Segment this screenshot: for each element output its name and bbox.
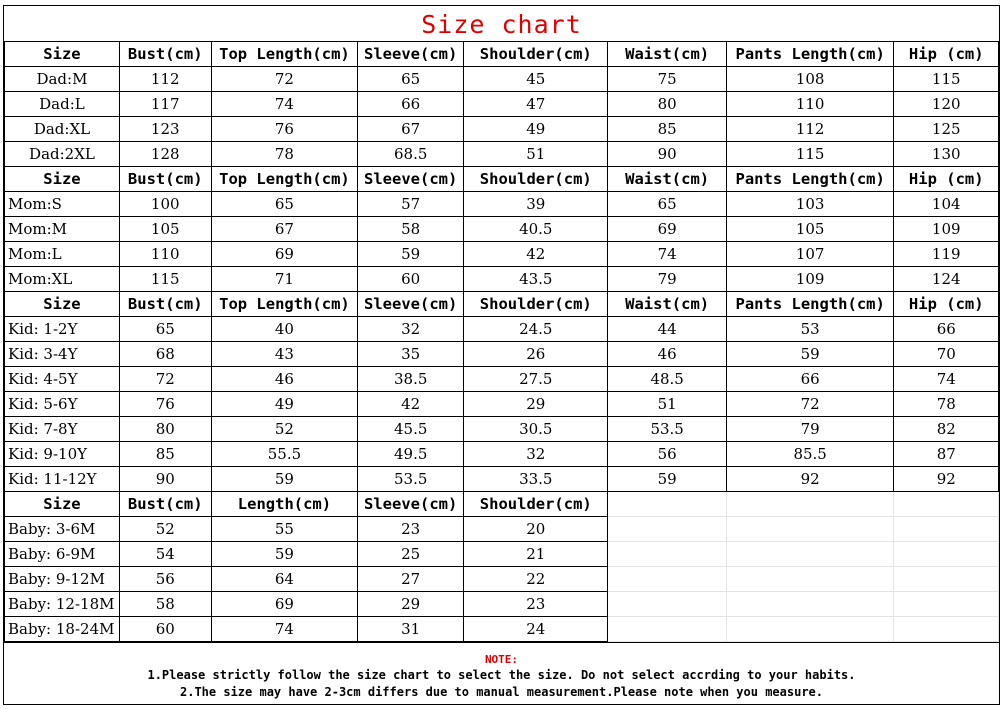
table-cell: 82: [894, 417, 999, 442]
table-cell: 45: [464, 67, 608, 92]
table-cell: 42: [464, 242, 608, 267]
header-row: [5, 492, 999, 517]
table-row: [5, 542, 999, 567]
table-cell: 92: [726, 467, 894, 492]
table-cell: 29: [358, 592, 464, 617]
table-cell: 30.5: [464, 417, 608, 442]
table-cell: 71: [211, 267, 358, 292]
table-cell: 38.5: [358, 367, 464, 392]
table-cell: 112: [119, 67, 211, 92]
table-cell: 20: [464, 517, 608, 542]
table-cell: 43: [211, 342, 358, 367]
table-cell: 53.5: [608, 417, 726, 442]
size-label: Dad:2XL: [5, 142, 120, 167]
empty-cell: [894, 542, 999, 567]
size-label: Kid: 4-5Y: [5, 367, 120, 392]
table-row: [5, 617, 999, 642]
table-row: [5, 567, 999, 592]
table-cell: 57: [358, 192, 464, 217]
table-cell: 65: [211, 192, 358, 217]
table-cell: 107: [726, 242, 894, 267]
table-row: [5, 342, 999, 367]
column-header: Pants Length(cm): [726, 167, 894, 192]
empty-cell: [726, 492, 894, 517]
table-cell: 67: [358, 117, 464, 142]
table-cell: 26: [464, 342, 608, 367]
column-header: Top Length(cm): [211, 292, 358, 317]
column-header: Hip (cm): [894, 42, 999, 67]
table-row: [5, 517, 999, 542]
table-cell: 65: [119, 317, 211, 342]
table-row: [5, 142, 999, 167]
column-header: Pants Length(cm): [726, 42, 894, 67]
table-cell: 80: [608, 92, 726, 117]
empty-cell: [608, 567, 726, 592]
table-cell: 60: [358, 267, 464, 292]
table-cell: 115: [726, 142, 894, 167]
column-header: Top Length(cm): [211, 42, 358, 67]
column-header: Pants Length(cm): [726, 292, 894, 317]
size-label: Baby: 6-9M: [5, 542, 120, 567]
table-cell: 80: [119, 417, 211, 442]
size-label: Kid: 9-10Y: [5, 442, 120, 467]
table-cell: 110: [119, 242, 211, 267]
empty-cell: [726, 617, 894, 642]
table-row: [5, 467, 999, 492]
table-cell: 74: [608, 242, 726, 267]
table-cell: 92: [894, 467, 999, 492]
size-table: [4, 41, 999, 642]
table-row: [5, 317, 999, 342]
table-cell: 46: [608, 342, 726, 367]
empty-cell: [726, 567, 894, 592]
empty-cell: [608, 517, 726, 542]
table-cell: 105: [726, 217, 894, 242]
size-label: Mom:M: [5, 217, 120, 242]
table-cell: 48.5: [608, 367, 726, 392]
table-cell: 115: [894, 67, 999, 92]
table-cell: 32: [464, 442, 608, 467]
table-row: [5, 267, 999, 292]
table-cell: 51: [464, 142, 608, 167]
table-cell: 23: [464, 592, 608, 617]
column-header: Length(cm): [211, 492, 358, 517]
table-cell: 55: [211, 517, 358, 542]
table-cell: 124: [894, 267, 999, 292]
empty-cell: [726, 517, 894, 542]
table-cell: 120: [894, 92, 999, 117]
size-label: Kid: 1-2Y: [5, 317, 120, 342]
column-header: Bust(cm): [119, 42, 211, 67]
header-row: [5, 292, 999, 317]
table-cell: 79: [726, 417, 894, 442]
table-cell: 59: [726, 342, 894, 367]
table-cell: 49: [464, 117, 608, 142]
table-cell: 29: [464, 392, 608, 417]
table-cell: 52: [211, 417, 358, 442]
table-cell: 72: [211, 67, 358, 92]
notes-section: [4, 642, 999, 705]
table-cell: 65: [358, 67, 464, 92]
table-cell: 70: [894, 342, 999, 367]
table-cell: 59: [211, 542, 358, 567]
table-cell: 78: [894, 392, 999, 417]
table-cell: 24: [464, 617, 608, 642]
empty-cell: [608, 617, 726, 642]
size-label: Baby: 3-6M: [5, 517, 120, 542]
size-label: Kid: 7-8Y: [5, 417, 120, 442]
size-label: Kid: 11-12Y: [5, 467, 120, 492]
table-cell: 68: [119, 342, 211, 367]
table-cell: 53: [726, 317, 894, 342]
table-cell: 54: [119, 542, 211, 567]
table-cell: 123: [119, 117, 211, 142]
table-cell: 42: [358, 392, 464, 417]
table-cell: 110: [726, 92, 894, 117]
table-cell: 39: [464, 192, 608, 217]
table-cell: 21: [464, 542, 608, 567]
table-row: [5, 392, 999, 417]
note-line-1: 1.Please strictly follow the size chart to select the size. Do not select accrding to your habits.: [147, 668, 856, 682]
size-label: Mom:S: [5, 192, 120, 217]
table-cell: 59: [211, 467, 358, 492]
empty-cell: [608, 542, 726, 567]
table-cell: 72: [726, 392, 894, 417]
empty-cell: [894, 617, 999, 642]
table-cell: 44: [608, 317, 726, 342]
table-cell: 53.5: [358, 467, 464, 492]
column-header: Sleeve(cm): [358, 42, 464, 67]
table-row: [5, 217, 999, 242]
column-header: Sleeve(cm): [358, 167, 464, 192]
empty-cell: [894, 567, 999, 592]
table-row: [5, 367, 999, 392]
column-header: Hip (cm): [894, 292, 999, 317]
table-cell: 85.5: [726, 442, 894, 467]
table-cell: 108: [726, 67, 894, 92]
note-title: NOTE:: [484, 653, 519, 666]
size-label: Mom:L: [5, 242, 120, 267]
column-header: Sleeve(cm): [358, 492, 464, 517]
column-header: Bust(cm): [119, 167, 211, 192]
table-cell: 119: [894, 242, 999, 267]
table-cell: 46: [211, 367, 358, 392]
table-cell: 104: [894, 192, 999, 217]
empty-cell: [608, 492, 726, 517]
size-label: Dad:XL: [5, 117, 120, 142]
empty-cell: [726, 592, 894, 617]
empty-cell: [894, 592, 999, 617]
table-cell: 66: [894, 317, 999, 342]
table-cell: 74: [211, 92, 358, 117]
table-cell: 74: [211, 617, 358, 642]
table-cell: 58: [358, 217, 464, 242]
table-row: [5, 117, 999, 142]
table-cell: 55.5: [211, 442, 358, 467]
table-cell: 65: [608, 192, 726, 217]
note-line-2: 2.The size may have 2-3cm differs due to manual measurement.Please note when you measure.: [180, 685, 823, 699]
table-cell: 128: [119, 142, 211, 167]
table-cell: 47: [464, 92, 608, 117]
header-row: [5, 167, 999, 192]
size-chart-panel: [3, 5, 1000, 705]
column-header: Size: [5, 292, 120, 317]
size-label: Kid: 5-6Y: [5, 392, 120, 417]
table-cell: 78: [211, 142, 358, 167]
table-cell: 72: [119, 367, 211, 392]
table-cell: 27.5: [464, 367, 608, 392]
chart-title: Size chart: [421, 10, 582, 39]
table-cell: 125: [894, 117, 999, 142]
table-cell: 66: [726, 367, 894, 392]
table-cell: 130: [894, 142, 999, 167]
size-label: Baby: 12-18M: [5, 592, 120, 617]
table-cell: 52: [119, 517, 211, 542]
table-cell: 27: [358, 567, 464, 592]
header-row: [5, 42, 999, 67]
table-cell: 112: [726, 117, 894, 142]
table-cell: 76: [119, 392, 211, 417]
table-row: [5, 192, 999, 217]
empty-cell: [894, 517, 999, 542]
table-cell: 69: [211, 592, 358, 617]
table-cell: 85: [119, 442, 211, 467]
empty-cell: [726, 542, 894, 567]
table-row: [5, 67, 999, 92]
size-label: Baby: 9-12M: [5, 567, 120, 592]
table-cell: 74: [894, 367, 999, 392]
column-header: Size: [5, 42, 120, 67]
table-cell: 58: [119, 592, 211, 617]
size-label: Dad:M: [5, 67, 120, 92]
table-cell: 103: [726, 192, 894, 217]
table-cell: 79: [608, 267, 726, 292]
table-cell: 40: [211, 317, 358, 342]
column-header: Shoulder(cm): [464, 492, 608, 517]
table-cell: 33.5: [464, 467, 608, 492]
table-cell: 23: [358, 517, 464, 542]
column-header: Size: [5, 492, 120, 517]
table-cell: 115: [119, 267, 211, 292]
table-cell: 75: [608, 67, 726, 92]
table-row: [5, 592, 999, 617]
table-cell: 45.5: [358, 417, 464, 442]
size-label: Dad:L: [5, 92, 120, 117]
column-header: Hip (cm): [894, 167, 999, 192]
table-cell: 56: [119, 567, 211, 592]
table-cell: 22: [464, 567, 608, 592]
table-cell: 90: [608, 142, 726, 167]
table-cell: 109: [726, 267, 894, 292]
size-label: Mom:XL: [5, 267, 120, 292]
table-cell: 25: [358, 542, 464, 567]
table-cell: 31: [358, 617, 464, 642]
table-cell: 24.5: [464, 317, 608, 342]
table-cell: 59: [358, 242, 464, 267]
table-cell: 69: [211, 242, 358, 267]
column-header: Sleeve(cm): [358, 292, 464, 317]
table-cell: 49: [211, 392, 358, 417]
column-header: Waist(cm): [608, 292, 726, 317]
table-cell: 60: [119, 617, 211, 642]
column-header: Shoulder(cm): [464, 292, 608, 317]
empty-cell: [894, 492, 999, 517]
table-cell: 49.5: [358, 442, 464, 467]
table-cell: 109: [894, 217, 999, 242]
column-header: Shoulder(cm): [464, 42, 608, 67]
table-cell: 90: [119, 467, 211, 492]
table-cell: 43.5: [464, 267, 608, 292]
column-header: Bust(cm): [119, 492, 211, 517]
table-cell: 51: [608, 392, 726, 417]
size-label: Kid: 3-4Y: [5, 342, 120, 367]
column-header: Size: [5, 167, 120, 192]
column-header: Shoulder(cm): [464, 167, 608, 192]
column-header: Waist(cm): [608, 42, 726, 67]
table-cell: 40.5: [464, 217, 608, 242]
empty-cell: [608, 592, 726, 617]
column-header: Top Length(cm): [211, 167, 358, 192]
table-cell: 59: [608, 467, 726, 492]
table-cell: 67: [211, 217, 358, 242]
table-cell: 66: [358, 92, 464, 117]
column-header: Bust(cm): [119, 292, 211, 317]
size-label: Baby: 18-24M: [5, 617, 120, 642]
column-header: Waist(cm): [608, 167, 726, 192]
table-row: [5, 92, 999, 117]
table-row: [5, 442, 999, 467]
table-cell: 69: [608, 217, 726, 242]
table-cell: 105: [119, 217, 211, 242]
table-cell: 100: [119, 192, 211, 217]
table-cell: 68.5: [358, 142, 464, 167]
table-cell: 87: [894, 442, 999, 467]
table-cell: 76: [211, 117, 358, 142]
table-cell: 56: [608, 442, 726, 467]
table-cell: 32: [358, 317, 464, 342]
table-cell: 117: [119, 92, 211, 117]
table-row: [5, 417, 999, 442]
table-row: [5, 242, 999, 267]
table-cell: 35: [358, 342, 464, 367]
table-cell: 85: [608, 117, 726, 142]
table-cell: 64: [211, 567, 358, 592]
